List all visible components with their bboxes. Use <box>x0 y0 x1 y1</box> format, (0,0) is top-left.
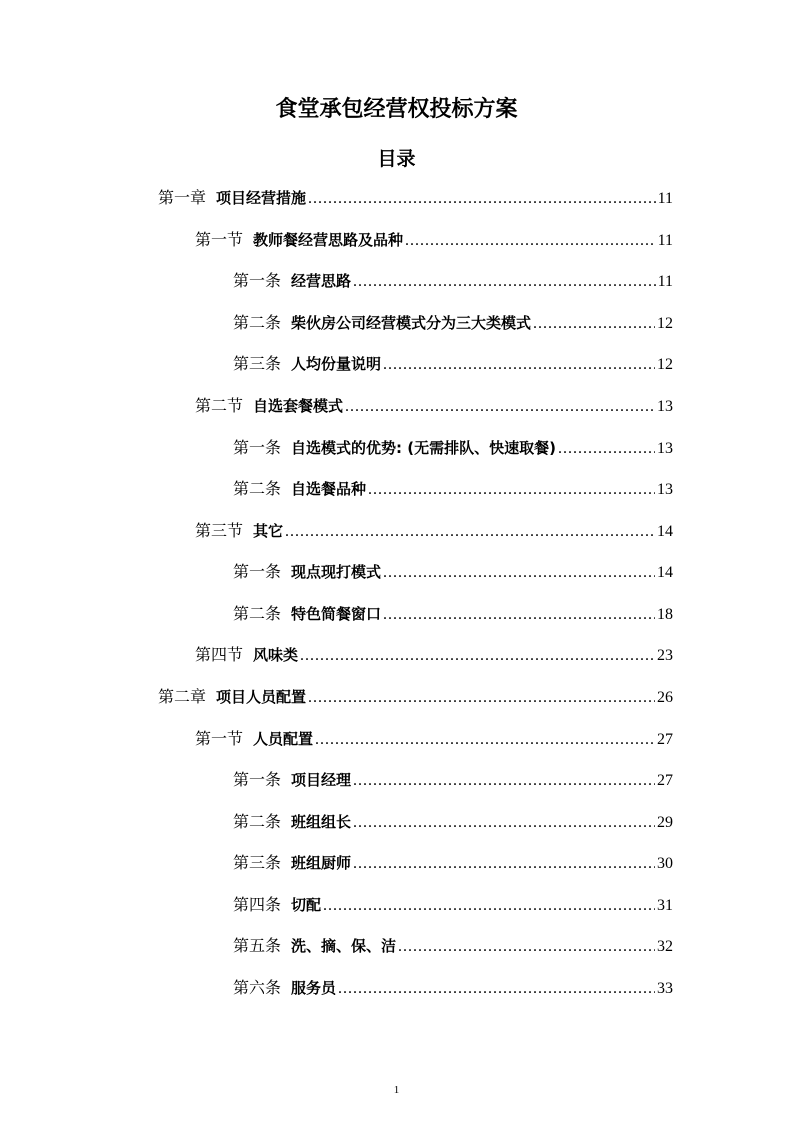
toc-entry-label: 人员配置 <box>253 730 314 748</box>
toc-leader-dots <box>398 935 655 959</box>
toc-entry-page: 12 <box>657 356 673 373</box>
toc-entry-number: 第一节 <box>195 731 244 748</box>
toc-entry-number: 第二节 <box>195 398 244 415</box>
toc-leader-dots <box>300 644 655 668</box>
toc-entry-number: 第四条 <box>233 897 282 914</box>
toc-entry-label: 自选模式的优势: (无需排队、快速取餐) <box>291 439 556 457</box>
toc-entry-number: 第二条 <box>233 315 282 332</box>
toc-entry-page: 11 <box>657 190 673 207</box>
toc-entry-label: 自选套餐模式 <box>253 397 344 415</box>
toc-entry-article[interactable] <box>233 477 673 501</box>
toc-entry-page: 31 <box>657 897 673 914</box>
toc-entry-chapter[interactable] <box>158 186 673 210</box>
toc-entry-label: 现点现打模式 <box>291 563 382 581</box>
toc-entry-page: 27 <box>657 731 673 748</box>
toc-entry-label: 风味类 <box>253 646 299 664</box>
toc-entry-label: 其它 <box>253 522 284 540</box>
toc-entry-chapter[interactable] <box>158 685 673 709</box>
toc-entry-number: 第一条 <box>233 273 282 290</box>
toc-entry-page: 11 <box>657 232 673 249</box>
toc-leader-dots <box>308 686 655 710</box>
toc-entry-number: 第三条 <box>233 855 282 872</box>
toc-entry-page: 27 <box>657 772 673 789</box>
toc-entry-article[interactable] <box>233 810 673 834</box>
toc-entry-label: 经营思路 <box>291 272 352 290</box>
toc-leader-dots <box>315 728 655 752</box>
toc-entry-number: 第五条 <box>233 938 282 955</box>
toc-entry-label: 项目经理 <box>291 771 352 789</box>
toc-entry-number: 第三条 <box>233 356 282 373</box>
toc-leader-dots <box>558 437 655 461</box>
toc-entry-label: 班组组长 <box>291 813 352 831</box>
toc-entry-article[interactable] <box>233 976 673 1000</box>
toc-leader-dots <box>383 353 655 377</box>
toc-entry-article[interactable] <box>233 352 673 376</box>
toc-entry-number: 第一条 <box>233 564 282 581</box>
toc-entry-page: 14 <box>657 564 673 581</box>
toc-leader-dots <box>383 561 655 585</box>
toc-entry-number: 第二章 <box>158 689 207 706</box>
toc-entry-page: 14 <box>657 523 673 540</box>
toc-entry-article[interactable] <box>233 851 673 875</box>
toc-entry-page: 33 <box>657 980 673 997</box>
toc-entry-label: 教师餐经营思路及品种 <box>253 231 404 249</box>
toc-entry-page: 13 <box>657 398 673 415</box>
toc-leader-dots <box>345 395 655 419</box>
toc-leader-dots <box>533 312 655 336</box>
toc-entry-page: 13 <box>657 481 673 498</box>
toc-entry-number: 第三节 <box>195 523 244 540</box>
toc-entry-number: 第六条 <box>233 980 282 997</box>
toc-leader-dots <box>383 603 655 627</box>
toc-entry-number: 第一节 <box>195 232 244 249</box>
toc-leader-dots <box>353 769 655 793</box>
toc-entry-number: 第二条 <box>233 606 282 623</box>
toc-leader-dots <box>405 229 656 253</box>
toc-entry-article[interactable] <box>233 560 673 584</box>
toc-entry-page: 13 <box>657 440 673 457</box>
toc-entry-label: 服务员 <box>291 979 337 997</box>
toc-entry-article[interactable] <box>233 893 673 917</box>
toc-entry-section[interactable] <box>195 643 673 667</box>
page-number: 1 <box>393 1084 400 1096</box>
toc-entry-page: 26 <box>657 689 673 706</box>
toc-entry-page: 18 <box>657 606 673 623</box>
toc-entry-section[interactable] <box>195 727 673 751</box>
toc-entry-number: 第四节 <box>195 647 244 664</box>
toc-entry-page: 12 <box>657 315 673 332</box>
toc-leader-dots <box>353 852 655 876</box>
toc-entry-article[interactable] <box>233 602 673 626</box>
toc-leader-dots <box>338 977 655 1001</box>
toc-entry-label: 特色简餐窗口 <box>291 605 382 623</box>
toc-entry-section[interactable] <box>195 228 673 252</box>
toc-entry-page: 30 <box>657 855 673 872</box>
toc-entry-article[interactable] <box>233 934 673 958</box>
toc-entry-label: 项目经营措施 <box>216 189 307 207</box>
toc-entry-section[interactable] <box>195 519 673 543</box>
toc-entry-page: 23 <box>657 647 673 664</box>
toc-entry-page: 29 <box>657 814 673 831</box>
toc-entry-article[interactable] <box>233 269 673 293</box>
toc-entry-number: 第二条 <box>233 481 282 498</box>
toc-leader-dots <box>308 187 656 211</box>
toc-entry-number: 第一条 <box>233 772 282 789</box>
toc-entry-label: 洗、摘、保、洁 <box>291 937 397 955</box>
toc-entry-article[interactable] <box>233 768 673 792</box>
toc-leader-dots <box>368 478 655 502</box>
toc-entry-label: 柴伙房公司经营模式分为三大类模式 <box>291 314 532 332</box>
toc-entry-label: 项目人员配置 <box>216 688 307 706</box>
toc-heading: 目录 <box>377 148 416 170</box>
toc-entry-number: 第一条 <box>233 440 282 457</box>
toc-leader-dots <box>353 811 655 835</box>
document-title: 食堂承包经营权投标方案 <box>275 97 518 122</box>
toc-entry-label: 人均份量说明 <box>291 355 382 373</box>
toc-leader-dots <box>353 270 656 294</box>
toc-leader-dots <box>323 894 655 918</box>
toc-leader-dots <box>285 520 655 544</box>
toc-entry-label: 自选餐品种 <box>291 480 367 498</box>
toc-entry-page: 32 <box>657 938 673 955</box>
toc-entry-article[interactable] <box>233 311 673 335</box>
toc-entry-article[interactable] <box>233 436 673 460</box>
toc-entry-section[interactable] <box>195 394 673 418</box>
toc-entry-label: 切配 <box>291 896 322 914</box>
toc-entry-label: 班组厨师 <box>291 854 352 872</box>
toc-entry-page: 11 <box>657 273 673 290</box>
toc-entry-number: 第一章 <box>158 190 207 207</box>
toc-entry-number: 第二条 <box>233 814 282 831</box>
